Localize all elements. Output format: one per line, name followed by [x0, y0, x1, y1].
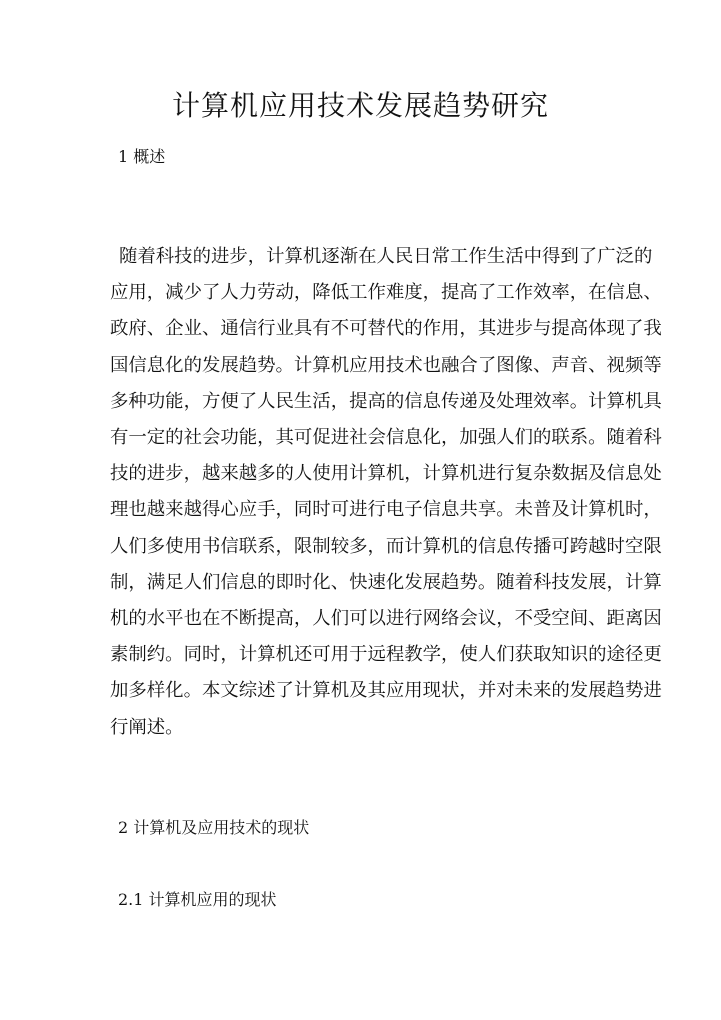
paragraph-line: 国信息化的发展趋势。计算机应用技术也融合了图像、声音、视频等 — [110, 354, 662, 376]
paragraph-line: 有一定的社会功能，其可促进社会信息化，加强人们的联系。随着科 — [110, 427, 662, 449]
section-heading-overview: 1 概述 — [118, 147, 166, 166]
paragraph-line: 随着科技的进步，计算机逐渐在人民日常工作生活中得到了广泛的 — [119, 246, 653, 267]
overview-paragraph — [110, 239, 662, 746]
paragraph-line: 加多样化。本文综述了计算机及其应用现状，并对未来的发展趋势进 — [110, 680, 662, 702]
section-heading-current-status: 2 计算机及应用技术的现状 — [118, 818, 310, 837]
paragraph-line: 多种功能，方便了人民生活，提高的信息传递及处理效率。计算机具 — [110, 390, 662, 412]
paragraph-line: 技的进步，越来越多的人使用计算机，计算机进行复杂数据及信息处 — [110, 463, 662, 485]
paragraph-line: 制，满足人们信息的即时化、快速化发展趋势。随着科技发展，计算 — [110, 571, 662, 593]
paragraph-line: 理也越来越得心应手，同时可进行电子信息共享。未普及计算机时， — [110, 499, 662, 521]
paragraph-line: 机的水平也在不断提高，人们可以进行网络会议，不受空间、距离因 — [110, 608, 662, 630]
paragraph-line: 素制约。同时，计算机还可用于远程教学，使人们获取知识的途径更 — [110, 644, 662, 666]
paragraph-line: 行阐述。 — [110, 716, 184, 738]
paragraph-line: 政府、企业、通信行业具有不可替代的作用，其进步与提高体现了我 — [110, 318, 662, 340]
paragraph-line: 应用，减少了人力劳动，降低工作难度，提高了工作效率，在信息、 — [110, 282, 662, 304]
paragraph-line: 人们多使用书信联系，限制较多，而计算机的信息传播可跨越时空限 — [110, 535, 662, 557]
subsection-heading-application-status: 2.1 计算机应用的现状 — [118, 890, 277, 909]
document-title: 计算机应用技术发展趋势研究 — [171, 89, 549, 122]
